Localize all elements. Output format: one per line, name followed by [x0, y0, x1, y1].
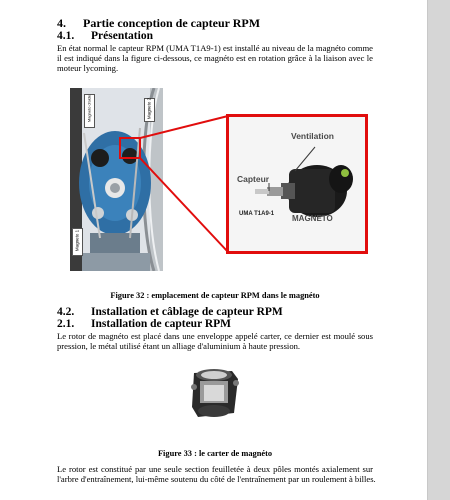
section-4-1-heading [57, 30, 153, 43]
section-2-1-title: Installation de capteur RPM [91, 318, 232, 330]
section-4-2-number: 4.2. [57, 306, 75, 318]
figure-33-caption: Figure 33 : le carter de magnéto [157, 449, 273, 458]
ventilation-label: Ventilation [291, 131, 334, 141]
section-4-2-title: Installation et câblage de capteur RPM [91, 306, 283, 318]
sensor-zoom-box [226, 114, 368, 254]
magneto-housing-photo [186, 363, 243, 425]
installation-line-2: pression, le métal utilisé étant un alliage d'aluminium à haute pression. [57, 341, 301, 352]
presentation-line-2: il est indiqué dans la figure ci-dessous, ce magnéto est en rotation grâce à la liaison avec le [57, 53, 373, 64]
magneto-2-label: Magneto 2 [146, 97, 152, 120]
section-2-1-number: 2.1. [57, 318, 75, 330]
presentation-line-3: moteur lycoming. [57, 63, 119, 74]
presentation-line-1: En état normal le capteur RPM (UMA T1A9-1) est installé au niveau de la magnéto comme [57, 43, 373, 53]
right-margin-bar [428, 0, 450, 500]
magneto-1-label: Magneto 1 [74, 229, 80, 252]
rotor-line-1: Le rotor est constitué par une seule section feuilletée à deux pôles montés axialement sur [57, 464, 373, 474]
section-4-1-title: Présentation [91, 30, 153, 42]
rotor-paragraph [57, 464, 376, 485]
zoom-connector-lines [140, 110, 232, 260]
magneto-aide-label: Magneto d'aide [86, 94, 92, 123]
presentation-paragraph [57, 43, 373, 74]
installation-line-1: Le rotor de magnéto est placé dans une enveloppe appelé carter, ce dernier est moulé sous [57, 331, 373, 341]
installation-paragraph [57, 331, 373, 351]
section-4-1-number: 4.1. [57, 30, 75, 42]
section-4-number: 4. [57, 16, 66, 30]
section-2-1-heading [57, 318, 231, 331]
figure-32-caption: Figure 32 : emplacement de capteur RPM dans le magnéto [110, 291, 320, 300]
section-4-title: Partie conception de capteur RPM [83, 16, 261, 30]
magneto-label: MAGNETO [292, 214, 333, 223]
uma-label: UMA T1A9-1 [239, 211, 275, 217]
capteur-label: Capteur [237, 174, 270, 184]
magneto-1-tag [72, 228, 83, 256]
housing-graphic [186, 363, 243, 425]
rotor-line-2: l'arbre d'entraînement, lui-même soutenu du côté de l'entraînement par un roulement à billes. [57, 474, 376, 485]
section-4-heading [57, 17, 260, 30]
magneto-aide-tag [84, 94, 95, 128]
